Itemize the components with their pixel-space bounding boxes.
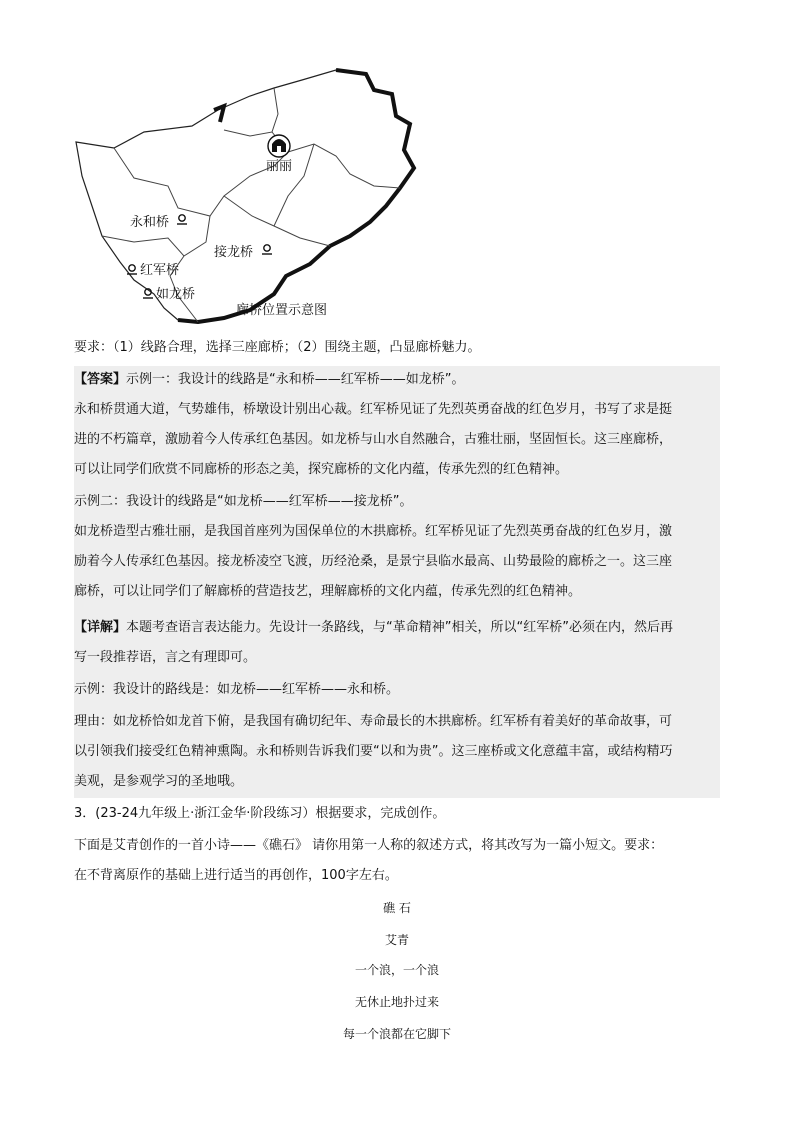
- detail-reason-line: 理由：如龙桥恰如龙首下俯，是我国有确切纪年、寿命最长的木拱廊桥。红军桥有着美好的革命故事，可: [74, 714, 673, 729]
- detail-line: 【详解】本题考查语言表达能力。先设计一条路线，与“革命精神”相关，所以“红军桥”必须在内，然后再: [74, 620, 673, 635]
- answer-example1-line: 进的不朽篇章，激励着今人传承红色基因。如龙桥与山水自然融合，古雅壮丽，坚固恒长。这三座廊桥，: [74, 432, 673, 447]
- marker-label-jielong: 接龙桥: [214, 245, 254, 260]
- question3-head: 3．(23-24九年级上·浙江金华·阶段练习）根据要求，完成创作。: [74, 806, 446, 821]
- bridge-location-map: [74, 66, 419, 324]
- marker-label-hongjun: 红军桥: [140, 263, 180, 278]
- marker-label-yonghe: 永和桥: [130, 215, 170, 230]
- detail-reason-line: 美观，是参观学习的圣地哦。: [74, 774, 244, 789]
- map-outline: [76, 70, 414, 322]
- question3-line: 在不背离原作的基础上进行适当的再创作，100字左右。: [74, 868, 398, 883]
- city-icon: [268, 135, 290, 157]
- answer-example2-line: 励着今人传承红色基因。接龙桥凌空飞渡，历经沧桑，是景宁县临水最高、山势最险的廊桥之一。这三座: [74, 554, 673, 569]
- answer-tag: 【答案】: [74, 372, 127, 387]
- map-caption: 廊桥位置示意图: [236, 303, 328, 318]
- detail-example: 示例：我设计的路线是：如龙桥——红军桥——永和桥。: [74, 682, 400, 697]
- marker-label-rulong: 如龙桥: [156, 287, 196, 302]
- answer-example2-line: 如龙桥造型古雅壮丽，是我国首座列为国保单位的木拱廊桥。红军桥见证了先烈英勇奋战的红色岁月，激: [74, 524, 673, 539]
- answer-example2-title: 示例二：我设计的线路是“如龙桥——红军桥——接龙桥”。: [74, 494, 413, 509]
- poem-author: 艾青: [384, 933, 409, 947]
- answer-example2-line: 廊桥，可以让同学们了解廊桥的营造技艺，理解廊桥的文化内蕴，传承先烈的红色精神。: [74, 584, 582, 599]
- answer-example1-line: 永和桥贯通大道，气势雄伟，桥墩设计别出心裁。红军桥见证了先烈英勇奋战的红色岁月，书写了求是挺: [74, 402, 673, 417]
- requirement-text: 要求：（1）线路合理，选择三座廊桥；（2）围绕主题，凸显廊桥魅力。: [74, 340, 481, 355]
- poem-line: 每一个浪都在它脚下: [342, 1027, 451, 1041]
- poem-line: 一个浪，一个浪: [354, 963, 439, 977]
- city-label: 丽丽: [266, 159, 293, 174]
- answer-example1-line: 可以让同学们欣赏不同廊桥的形态之美，探究廊桥的文化内蕴，传承先烈的红色精神。: [74, 462, 569, 477]
- detail-line: 写一段推荐语，言之有理即可。: [74, 650, 257, 665]
- question3-line: 下面是艾青创作的一首小诗——《礁石》 请你用第一人称的叙述方式，将其改写为一篇小短文。要求：: [74, 838, 664, 853]
- answer-example1-title: 【答案】示例一：我设计的线路是“永和桥——红军桥——如龙桥”。: [74, 372, 465, 387]
- detail-tag: 【详解】: [74, 620, 127, 635]
- map-svg: [74, 66, 419, 324]
- detail-reason-line: 以引领我们接受红色精神熏陶。永和桥则告诉我们要“以和为贵”。这三座桥或文化意蕴丰富，或结构精巧: [74, 744, 673, 759]
- poem-line: 无休止地扑过来: [354, 995, 439, 1009]
- poem-title: 礁 石: [383, 901, 411, 915]
